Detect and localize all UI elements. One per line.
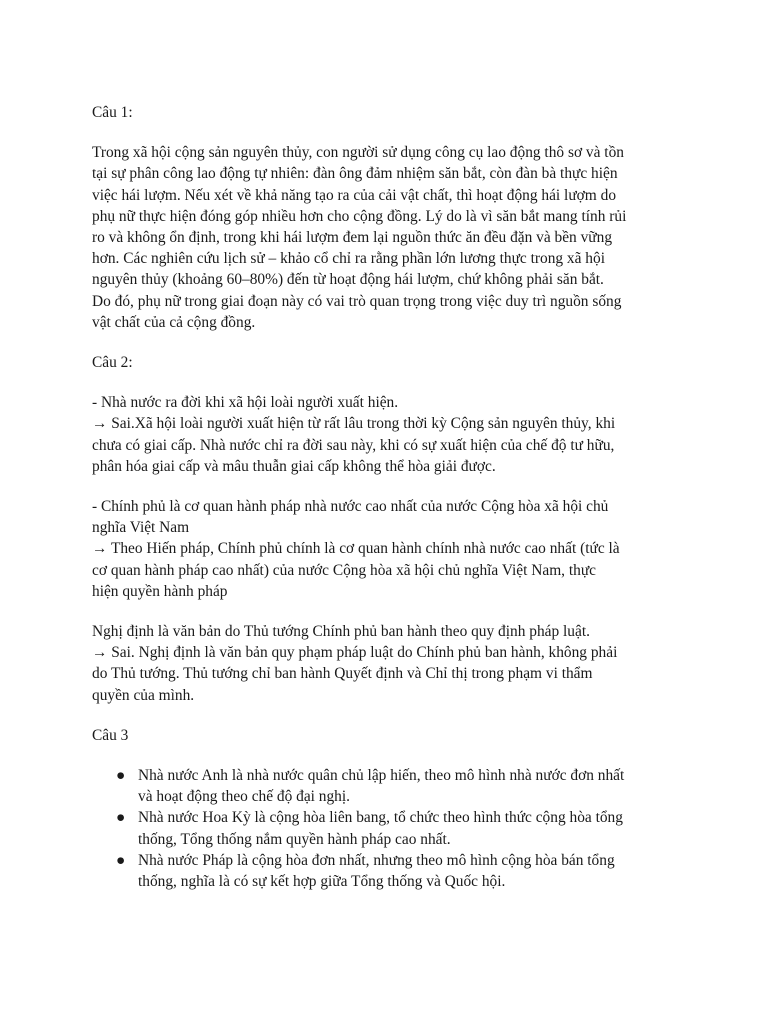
text-line: chưa có giai cấp. Nhà nước chỉ ra đời sau này, khi có sự xuất hiện của chế độ tư hữu, [92, 436, 615, 454]
list-item [92, 807, 682, 849]
question-3-bullet-list [92, 765, 682, 892]
text-line: phân hóa giai cấp và mâu thuẫn giai cấp không thể hòa giải được. [92, 457, 496, 475]
text-line: → Sai. Nghị định là văn bản quy phạm pháp luật do Chính phủ ban hành, không phải [92, 644, 618, 662]
question-3-heading: Câu 3 [92, 726, 129, 744]
text-line: Nhà nước Anh là nhà nước quân chủ lập hiến, theo mô hình nhà nước đơn nhất [138, 767, 625, 785]
text-line: ro và không ổn định, trong khi hái lượm đem lại nguồn thức ăn đều đặn và bền vững [92, 229, 613, 247]
text-line: Nhà nước Hoa Kỳ là cộng hòa liên bang, tổ chức theo hình thức cộng hòa tổng [138, 809, 623, 827]
text-line: nguyên thủy (khoảng 60–80%) đến từ hoạt động hái lượm, chứ không phải săn bắt. [92, 271, 604, 289]
text-line: thống, nghĩa là có sự kết hợp giữa Tổng thống và Quốc hội. [138, 873, 506, 891]
text-line: → Theo Hiến pháp, Chính phủ chính là cơ quan hành chính nhà nước cao nhất (tức là [92, 540, 620, 558]
text-line: cơ quan hành pháp cao nhất) của nước Cộng hòa xã hội chủ nghĩa Việt Nam, thực [92, 561, 597, 579]
bullet-icon: ● [116, 809, 126, 827]
question-2-heading: Câu 2: [92, 354, 133, 372]
text-line: hiện quyền hành pháp [92, 582, 228, 600]
question-2-item-2 [92, 496, 682, 602]
text-line: Trong xã hội cộng sản nguyên thủy, con người sử dụng công cụ lao động thô sơ và tồn [92, 144, 624, 162]
question-2-item-3 [92, 621, 682, 706]
text-line: phụ nữ thực hiện đóng góp nhiều hơn cho cộng đồng. Lý do là vì săn bắt mang tính rủi [92, 207, 627, 225]
text-line: - Chính phủ là cơ quan hành pháp nhà nước cao nhất của nước Cộng hòa xã hội chủ [92, 498, 609, 516]
text-line: quyền của mình. [92, 686, 195, 704]
bullet-icon: ● [116, 767, 126, 785]
text-line: vật chất của cả cộng đồng. [92, 313, 256, 331]
text-line: nghĩa Việt Nam [92, 519, 190, 537]
list-item [92, 765, 682, 807]
bullet-icon: ● [116, 851, 126, 869]
text-line: → Sai.Xã hội loài người xuất hiện từ rất lâu trong thời kỳ Cộng sản nguyên thủy, khi [92, 415, 616, 433]
text-line: việc hái lượm. Nếu xét về khả năng tạo ra của cải vật chất, thì hoạt động hái lượm do [92, 186, 617, 204]
question-1-answer [92, 142, 682, 333]
question-2-item-1 [92, 392, 682, 477]
text-line: Nghị định là văn bản do Thủ tướng Chính phủ ban hành theo quy định pháp luật. [92, 623, 590, 641]
text-line: và hoạt động theo chế độ đại nghị. [138, 788, 350, 806]
text-line: - Nhà nước ra đời khi xã hội loài người xuất hiện. [92, 394, 399, 412]
list-item [92, 850, 682, 892]
text-line: hơn. Các nghiên cứu lịch sử – khảo cổ chỉ ra rằng phần lớn lương thực trong xã hội [92, 250, 605, 268]
text-line: tại sự phân công lao động tự nhiên: đàn ông đảm nhiệm săn bắt, còn đàn bà thực hiện [92, 165, 618, 183]
text-line: Nhà nước Pháp là cộng hòa đơn nhất, nhưng theo mô hình cộng hòa bán tổng [138, 851, 615, 869]
question-1-heading: Câu 1: [92, 104, 133, 121]
text-line: Do đó, phụ nữ trong giai đoạn này có vai trò quan trọng trong việc duy trì nguồn sống [92, 292, 622, 310]
text-line: thống, Tổng thống nắm quyền hành pháp cao nhất. [138, 830, 451, 848]
text-line: do Thủ tướng. Thủ tướng chỉ ban hành Quyết định và Chỉ thị trong phạm vi thẩm [92, 665, 593, 683]
document-page [92, 102, 682, 892]
